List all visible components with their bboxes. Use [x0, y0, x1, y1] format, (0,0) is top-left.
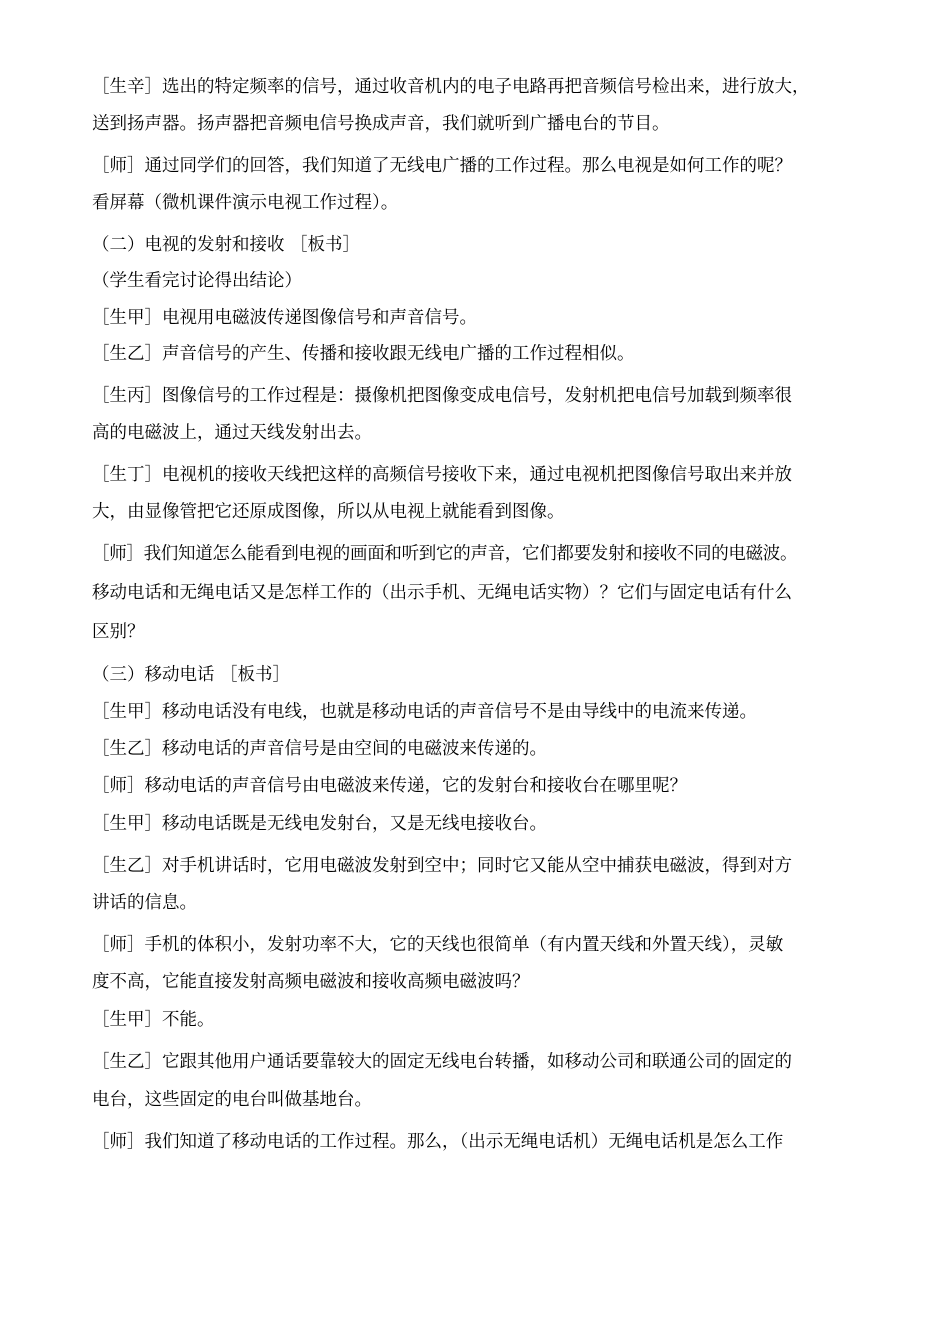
text-line: ［生乙］移动电话的声音信号是由空间的电磁波来传递的。	[92, 739, 547, 759]
text-line: ［生甲］移动电话既是无线电发射台，又是无线电接收台。	[92, 814, 547, 834]
text-line: 区别？	[92, 622, 145, 642]
text-line: ［生甲］不能。	[92, 1010, 215, 1030]
text-line: 高的电磁波上，通过天线发射出去。	[92, 423, 372, 443]
text-line: ［生辛］选出的特定频率的信号，通过收音机内的电子电路再把音频信号检出来，进行放大，	[92, 77, 810, 97]
section-heading: （二）电视的发射和接收 ［板书］	[92, 235, 361, 255]
text-line: ［生乙］声音信号的产生、传播和接收跟无线电广播的工作过程相似。	[92, 344, 635, 364]
text-line: 度不高，它能直接发射高频电磁波和接收高频电磁波吗？	[92, 972, 530, 992]
text-line: ［生乙］对手机讲话时，它用电磁波发射到空中；同时它又能从空中捕获电磁波，得到对方	[92, 856, 792, 876]
text-line: ［师］我们知道怎么能看到电视的画面和听到它的声音，它们都要发射和接收不同的电磁波。	[92, 544, 798, 564]
text-line: ［生丙］图像信号的工作过程是：摄像机把图像变成电信号，发射机把电信号加载到频率很	[92, 386, 792, 406]
text-line: 移动电话和无绳电话又是怎样工作的（出示手机、无绳电话实物）？它们与固定电话有什么	[92, 583, 792, 603]
text-line: ［师］手机的体积小，发射功率不大，它的天线也很简单（有内置天线和外置天线），灵敏	[92, 935, 784, 955]
text-line: ［生乙］它跟其他用户通话要靠较大的固定无线电台转播，如移动公司和联通公司的固定的	[92, 1052, 792, 1072]
text-line: （学生看完讨论得出结论）	[92, 271, 302, 291]
text-line: ［生丁］电视机的接收天线把这样的高频信号接收下来，通过电视机把图像信号取出来并放	[92, 465, 792, 485]
text-line: ［师］通过同学们的回答，我们知道了无线电广播的工作过程。那么电视是如何工作的呢？	[92, 156, 792, 176]
text-line: 讲话的信息。	[92, 893, 197, 913]
text-line: ［生甲］移动电话没有电线，也就是移动电话的声音信号不是由导线中的电流来传递。	[92, 702, 757, 722]
text-line: 大，由显像管把它还原成图像，所以从电视上就能看到图像。	[92, 502, 565, 522]
text-line: 看屏幕（微机课件演示电视工作过程）。	[92, 193, 399, 213]
text-line: 送到扬声器。扬声器把音频电信号换成声音，我们就听到广播电台的节目。	[92, 114, 670, 134]
section-heading: （三）移动电话 ［板书］	[92, 665, 291, 685]
text-line: ［师］我们知道了移动电话的工作过程。那么，（出示无绳电话机）无绳电话机是怎么工作	[92, 1132, 784, 1152]
text-line: 电台，这些固定的电台叫做基地台。	[92, 1090, 372, 1110]
text-line: ［生甲］电视用电磁波传递图像信号和声音信号。	[92, 308, 477, 328]
text-line: ［师］移动电话的声音信号由电磁波来传递，它的发射台和接收台在哪里呢？	[92, 776, 687, 796]
